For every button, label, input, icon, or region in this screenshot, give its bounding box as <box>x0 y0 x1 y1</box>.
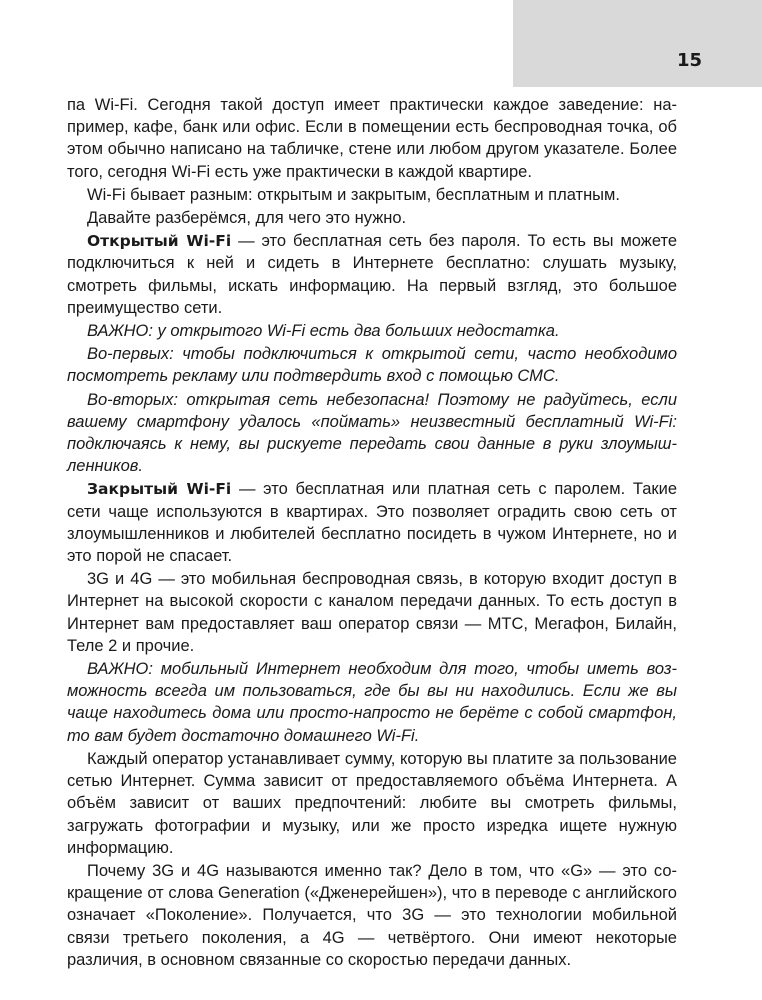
paragraph-operator-fee: Каждый оператор устанавливает сумму, которую вы платите за пользование сетью Интернет. Сумма зависит от предоставляемого объёма Интернета. А объём зависит от ваших предпочтений: любите вы смотреть фильмы, загружать фотографии и музыку, или же просто изредка ищете нужную информацию. <box>67 749 677 857</box>
note-second-drawback: Во-вторых: открытая сеть небезопасна! Поэтому не радуйтесь, если вашему смартфону удалось «поймать» неизвестный бесплатный Wi-Fi: подключаясь к нему, вы рискуете передать свои данные в руки злоумышленников. <box>67 390 677 476</box>
paragraph-wifi-access: па Wi-Fi. Сегодня такой доступ имеет практически каждое заведение: например, кафе, банк или офис. Если в помещении есть беспроводная точка, об этом обычно написано на табличке, стене или любом другом указателе. Более того, сегодня Wi-Fi есть уже практически в каждой квартире. <box>67 96 677 181</box>
body-text <box>67 94 677 972</box>
note-open-wifi-drawbacks: ВАЖНО: у открытого Wi-Fi есть два больших недостатка. <box>87 322 560 341</box>
closed-wifi-definition: — это бесплатная или платная сеть с паролем. Такие сети чаще используются в квартирах. Это позволяет оградить свою сеть от злоумышленников и любителей бесплатно посидеть в чужом Интернете, но и это порой не спасает. <box>67 480 677 566</box>
paragraph-open-wifi <box>67 230 677 319</box>
open-wifi-definition: — это бесплатная сеть без пароля. То есть вы можете подключиться к ней и сидеть в Интернете бесплатно: слушать музыку, смотреть фильмы, искать информацию. На первый взгляд, это большое преимущество сети. <box>67 232 677 317</box>
note-first-drawback: Во-первых: чтобы подключиться к открытой сети, часто необходимо посмотреть рекламу или подтвердить вход с помощью СМС. <box>67 345 677 386</box>
page-number-tab <box>513 0 762 87</box>
note-mobile-internet: ВАЖНО: мобильный Интернет необходим для того, чтобы иметь возможность всегда им пользоваться, где бы вы ни находились. Если же вы чаще находитесь дома или просто-напросто не берёте с собой смартфон, то вам будет достаточно домашнего Wi-Fi. <box>67 660 677 745</box>
page-number: 15 <box>676 50 702 71</box>
paragraph-wifi-types: Wi-Fi бывает разным: открытым и закрытым, бесплатным и платным. <box>87 185 620 204</box>
paragraph-3g-4g: 3G и 4G — это мобильная беспроводная связь, в которую входит доступ в Интернет на высокой скорости с каналом передачи данных. То есть доступ в Интернет вам предоставляет ваш оператор связи — МТС, Мегафон, Билайн, Теле 2 и прочие. <box>67 570 677 655</box>
paragraph-lets-figure-out: Давайте разберёмся, для чего это нужно. <box>87 209 407 228</box>
term-closed-wifi: Закрытый Wi-Fi <box>87 480 232 499</box>
paragraph-closed-wifi <box>67 478 677 567</box>
paragraph-generation: Почему 3G и 4G называются именно так? Дело в том, что «G» — это сокращение от слова Generation («Дженерейшен»), что в переводе с английского означает «Поколение». Получается, что 3G — это технологии мобильной связи третьего поколения, а 4G — четвёртого. Они имеют некоторые различия, в основном связанные со скоростью передачи данных. <box>67 861 677 969</box>
term-open-wifi: Открытый Wi-Fi <box>87 232 232 251</box>
